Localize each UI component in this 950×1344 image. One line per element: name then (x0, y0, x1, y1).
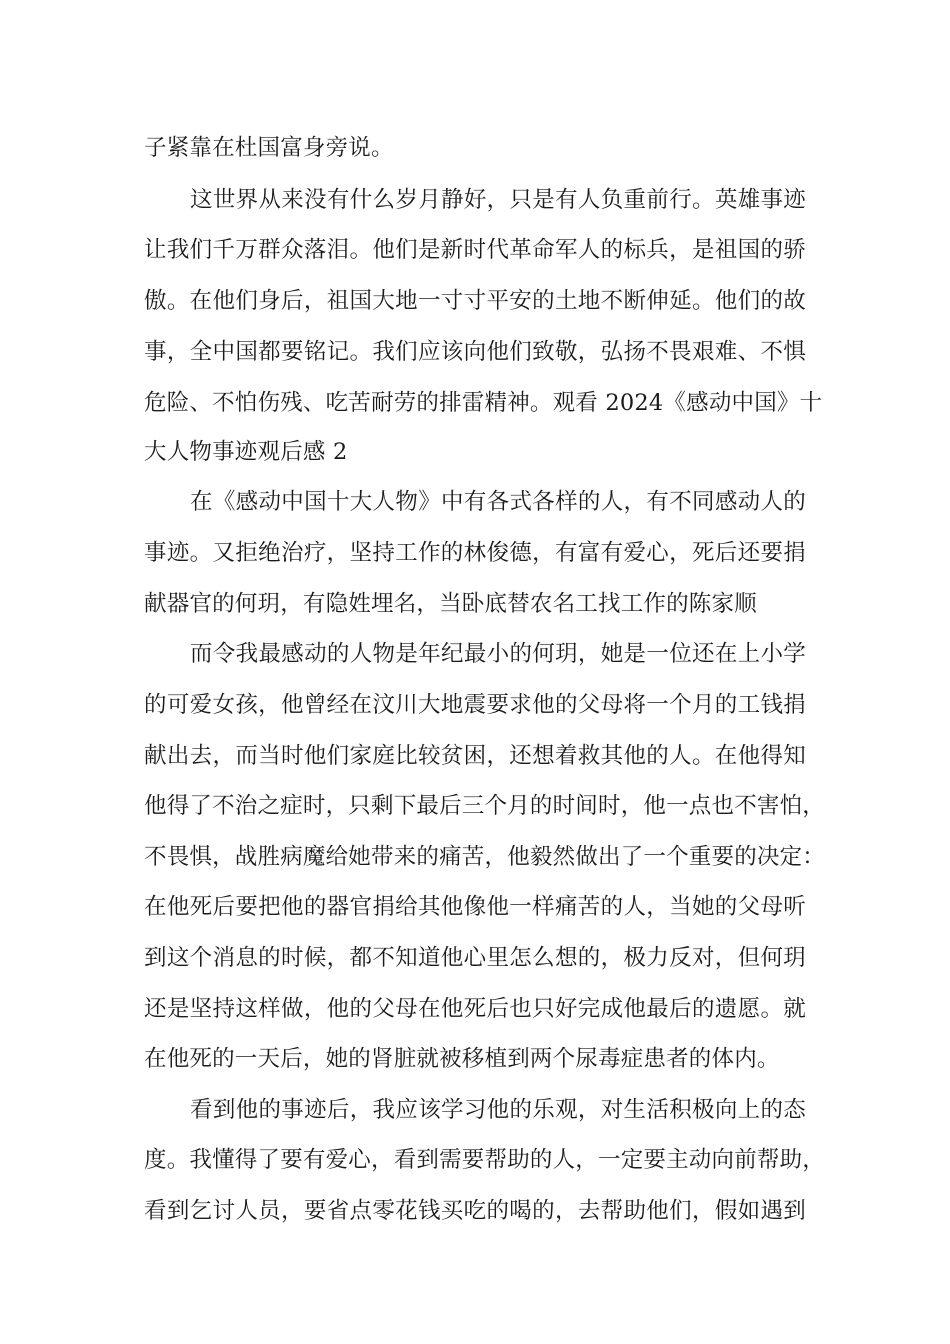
text-line: 让我们千万群众落泪。他们是新时代革命军人的标兵，是祖国的骄 (144, 237, 806, 263)
text-line: 献器官的何玥，有隐姓埋名，当卧底替农名工找工作的陈家顺 (144, 591, 757, 617)
text-line: 大人物事迹观后感 2 (144, 439, 348, 465)
text-line: 度。我懂得了要有爱心，看到需要帮助的人，一定要主动向前帮助， (144, 1147, 826, 1173)
text-line: 在他死后要把他的器官捐给其他像他一样痛苦的人，当她的父母听 (144, 894, 806, 920)
text-line: 事迹。又拒绝治疗，坚持工作的林俊德，有富有爱心，死后还要捐 (144, 540, 806, 566)
text-line: 事，全中国都要铭记。我们应该向他们致敬，弘扬不畏艰难、不惧 (144, 339, 806, 365)
text-line: 的可爱女孩，他曾经在汶川大地震要求他的父母将一个月的工钱捐 (144, 692, 806, 718)
text-line: 看到乞讨人员，要省点零花钱买吃的喝的，去帮助他们，假如遇到 (144, 1198, 806, 1224)
text-line: 不畏惧，战胜病魔给她带来的痛苦，他毅然做出了一个重要的决定： (144, 844, 826, 870)
text-line: 在《感动中国十大人物》中有各式各样的人，有不同感动人的 (190, 489, 806, 515)
text-line: 他得了不治之症时，只剩下最后三个月的时间时，他一点也不害怕， (144, 793, 826, 819)
text-line: 而令我最感动的人物是年纪最小的何玥，她是一位还在上小学 (190, 641, 806, 667)
text-line: 这世界从来没有什么岁月静好，只是有人负重前行。英雄事迹 (190, 187, 806, 213)
text-line: 到这个消息的时候，都不知道他心里怎么想的，极力反对，但何玥 (144, 945, 806, 971)
text-line: 傲。在他们身后，祖国大地一寸寸平安的土地不断伸延。他们的故 (144, 288, 806, 314)
text-line: 在他死的一天后，她的肾脏就被移植到两个尿毒症患者的体内。 (144, 1046, 780, 1072)
text-line: 献出去，而当时他们家庭比较贫困，还想着救其他的人。在他得知 (144, 743, 806, 769)
text-line: 子紧靠在杜国富身旁说。 (144, 135, 394, 161)
text-line: 看到他的事迹后，我应该学习他的乐观，对生活积极向上的态 (190, 1097, 806, 1123)
text-line: 还是坚持这样做，他的父母在他死后也只好完成他最后的遗愿。就 (144, 996, 806, 1022)
text-line: 危险、不怕伤残、吃苦耐劳的排雷精神。观看 2024《感动中国》十 (144, 390, 823, 416)
